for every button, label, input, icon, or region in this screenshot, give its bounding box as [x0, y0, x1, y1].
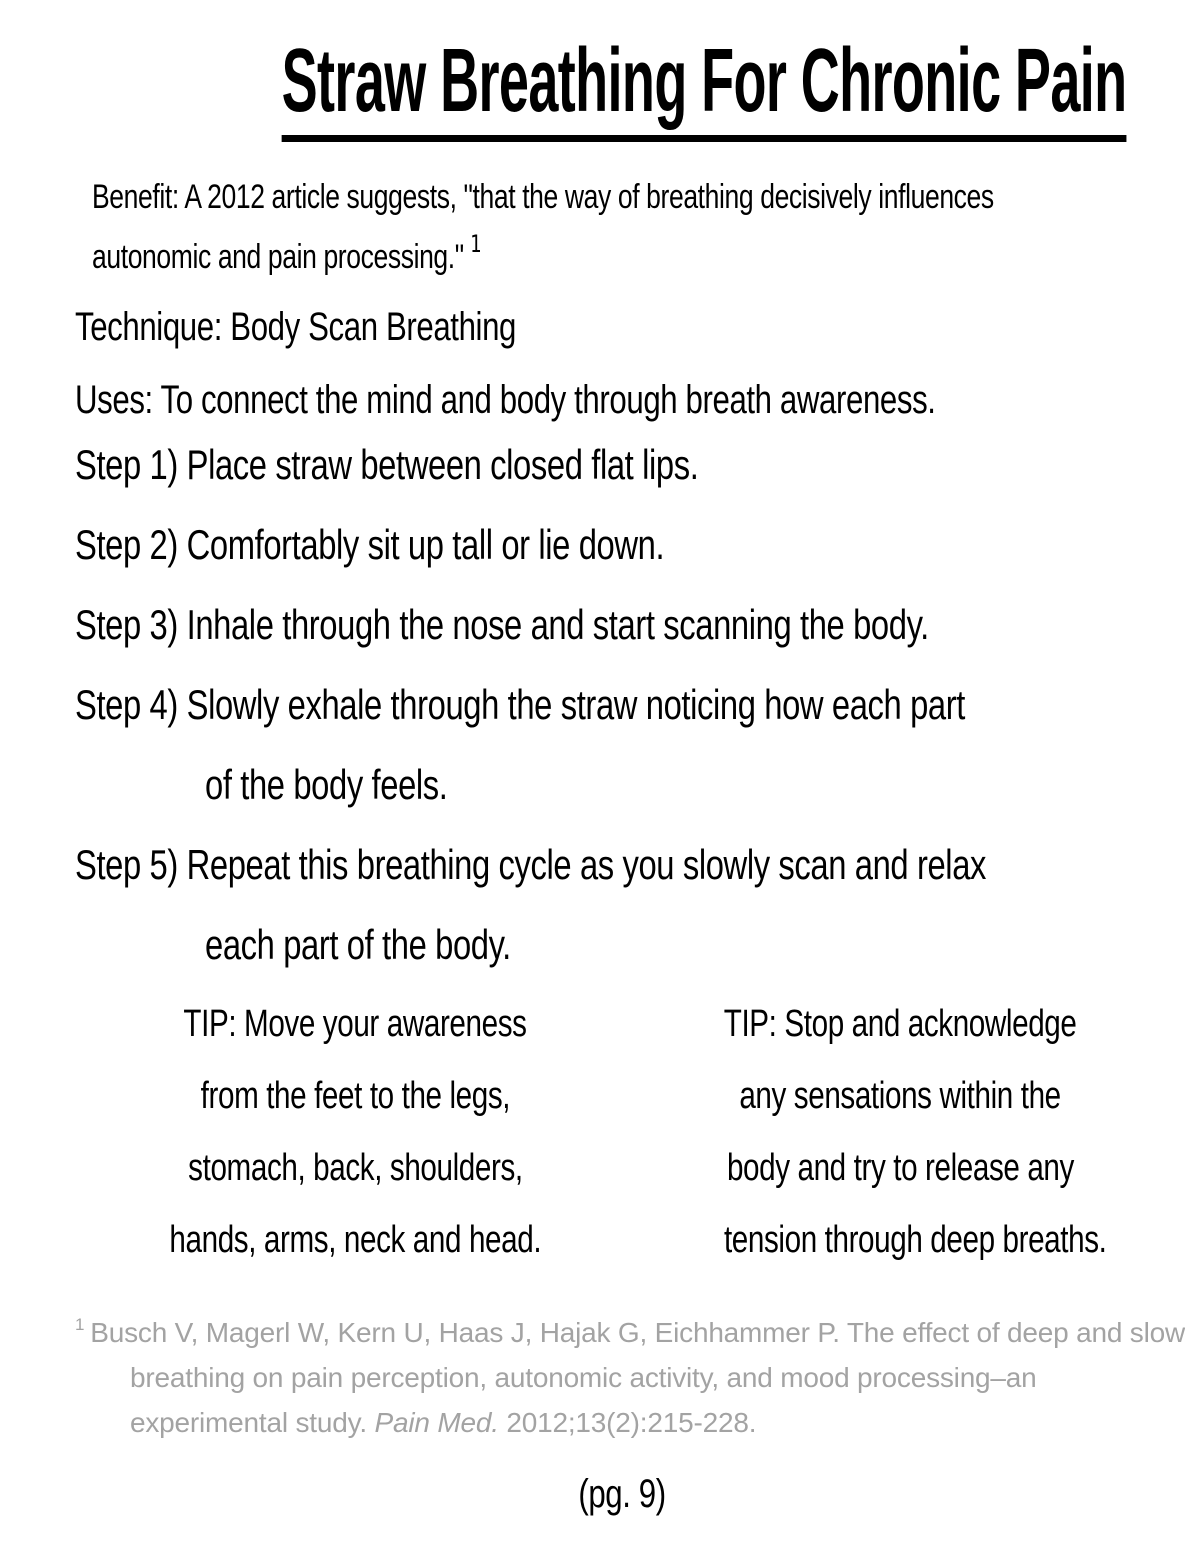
step-line-4: Step 4) Slowly exhale through the straw noticing how each part [75, 681, 965, 728]
tip-left-line-4: hands, arms, neck and head. [169, 1219, 541, 1261]
benefit-line-2 [92, 227, 1185, 287]
tip-right-line-4: tension through deep breaths. [723, 1219, 1107, 1261]
journal-name: Pain Med. [374, 1407, 499, 1438]
benefit-line-2-text [92, 232, 481, 274]
steps-list [75, 425, 1185, 985]
page-title: Straw Breathing For Chronic Pain [282, 32, 1127, 142]
technique-line [75, 299, 640, 355]
tip-left-line-1: TIP: Move your awareness [183, 1003, 527, 1045]
step-line-5-continued: each part of the body. [205, 921, 511, 968]
step-line-3: Step 3) Inhale through the nose and start scanning the body. [75, 601, 929, 648]
benefit-line-1-text: Benefit: A 2012 article suggests, "that the way of breathing decisively influences [92, 178, 994, 216]
tip-right-line-1: TIP: Stop and acknowledge [723, 1003, 1077, 1045]
footnote-marker: 1 [75, 1315, 85, 1334]
footnote-line-2: breathing on pain perception, autonomic activity, and mood processing–an [130, 1362, 1037, 1393]
footnote-reference-superscript: 1 [470, 230, 482, 258]
step-line-5: Step 5) Repeat this breathing cycle as you slowly scan and relax [75, 841, 987, 888]
footnote-line-3: experimental study. Pain Med. 2012;13(2):215-228. [130, 1407, 757, 1438]
technique-text: Technique: Body Scan Breathing [75, 305, 517, 349]
benefit-line-2-body: autonomic and pain processing." [92, 238, 464, 276]
tip-right-line-2: any sensations within the [739, 1075, 1061, 1117]
tip-left [115, 988, 595, 1276]
step-line-1: Step 1) Place straw between closed flat lips. [75, 441, 699, 488]
benefit-line-1 [92, 167, 1185, 227]
uses-line [75, 372, 1178, 428]
tip-right-line-3: body and try to release any [726, 1147, 1074, 1189]
step-line-4-continued: of the body feels. [205, 761, 448, 808]
tip-right [670, 988, 1130, 1276]
page-number: (pg. 9) [578, 1472, 667, 1516]
tip-left-line-2: from the feet to the legs, [200, 1075, 510, 1117]
footnote-line-1: $^1$ Busch V, Magerl W, Kern U, Haas J, Hajak G, Eichhammer P. The effect of deep and slow [75, 1315, 1185, 1348]
benefit-text [92, 167, 1185, 287]
footnote-citation [75, 1302, 1185, 1445]
title-wrap [0, 32, 1185, 142]
tip-left-line-3: stomach, back, shoulders, [187, 1147, 523, 1189]
uses-text: Uses: To connect the mind and body through breath awareness. [75, 378, 936, 422]
step-line-2: Step 2) Comfortably sit up tall or lie down. [75, 521, 665, 568]
